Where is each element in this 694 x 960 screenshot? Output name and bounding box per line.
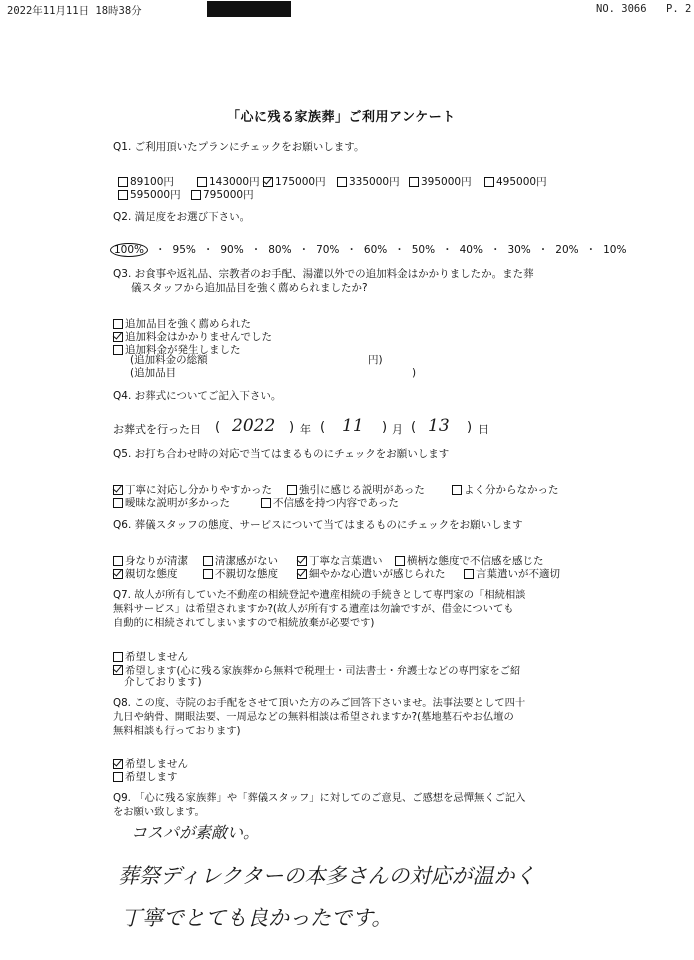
q3-option-3[interactable]: 追加料金が発生しました (113, 342, 241, 357)
redaction-block (207, 1, 291, 17)
q6-option-3[interactable]: 丁寧な言葉遣い (297, 553, 383, 568)
q9-answer-line3[interactable]: 丁寧でとても良かったです。 (121, 906, 393, 930)
q6-option-8[interactable]: 言葉遣いが不適切 (464, 566, 560, 581)
checkbox[interactable] (113, 498, 123, 508)
q5-option-5[interactable]: 不信感を持つ内容であった (261, 495, 399, 510)
q4-month-close: ) (382, 420, 388, 435)
q2-scale: 100% ・ 95% ・ 90% ・ 80% ・ 70% ・ 60% ・ 50% ・ 40% ・ 30% ・ 20% ・ 10% (110, 242, 626, 257)
q4-month-unit: 月 (392, 423, 403, 436)
q3-option-1[interactable]: 追加品目を強く薦められた (113, 316, 251, 331)
q5-option-3[interactable]: よく分からなかった (452, 482, 559, 497)
q1-option-5[interactable]: 395000円 (409, 174, 472, 189)
checkbox[interactable] (395, 556, 405, 566)
q7-question-line2: 無料サービス」は希望されますか?(故人が所有する遺産は勿論ですが、借金についても (113, 603, 514, 615)
q6-option-7[interactable]: 細やかな心遣いが感じられた (297, 566, 446, 581)
q4-question: Q4. お葬式についてご記入下さい。 (113, 390, 282, 402)
checkbox-checked[interactable] (263, 177, 273, 187)
q4-day-open: ( (411, 420, 417, 435)
q5-option-4[interactable]: 曖昧な説明が多かった (113, 495, 230, 510)
q4-month-handwritten[interactable]: 11 (342, 416, 364, 436)
q2-question: Q2. 満足度をお選び下さい。 (113, 211, 251, 223)
q6-option-1[interactable]: 身なりが清潔 (113, 553, 188, 568)
q7-question-line1: Q7. 故人が所有していた不動産の相続登記や遺産相続の手続きとして専門家の「相続相談 (113, 589, 526, 601)
q9-question-line1: Q9. 「心に残る家族葬」や「葬儀スタッフ」に対してのご意見、ご感想を忌憚無くご記入 (113, 792, 526, 804)
checkbox[interactable] (484, 177, 494, 187)
q8-question-line2: 九日や納骨、開眼法要、一周忌などの無料相談は希望されますか?(墓地墓石やお仏壇の (113, 711, 514, 723)
checkbox[interactable] (337, 177, 347, 187)
q3-total-unit: 円) (368, 354, 383, 366)
q1-option-8[interactable]: 795000円 (191, 187, 254, 202)
q1-option-7[interactable]: 595000円 (118, 187, 181, 202)
q1-option-2[interactable]: 143000円 (197, 174, 260, 189)
q4-day-close: ) (467, 420, 473, 435)
satisfaction-50[interactable]: 50% (411, 243, 436, 256)
q3-items-label: (追加品目 (130, 367, 177, 379)
checkbox[interactable] (409, 177, 419, 187)
q7-option-2-cont: 介しております) (124, 676, 202, 688)
q1-option-4[interactable]: 335000円 (337, 174, 400, 189)
survey-title: 「心に残る家族葬」ご利用アンケート (227, 110, 456, 125)
satisfaction-100-selected[interactable]: 100% (110, 243, 148, 257)
doc-number: NO. 3066 (596, 3, 647, 15)
q9-question-line2: をお願い致します。 (113, 806, 205, 818)
q8-option-1[interactable]: 希望しません (113, 756, 188, 771)
checkbox-checked[interactable] (297, 569, 307, 579)
q3-total-label: (追加料金の総額 (130, 354, 208, 366)
q7-option-1[interactable]: 希望しません (113, 649, 188, 664)
checkbox[interactable] (118, 190, 128, 200)
satisfaction-90[interactable]: 90% (220, 243, 244, 256)
satisfaction-40[interactable]: 40% (459, 243, 483, 256)
q4-day-unit: 日 (478, 423, 489, 436)
q1-option-3[interactable]: 175000円 (263, 174, 326, 189)
q4-year-unit: 年 (300, 423, 311, 436)
checkbox[interactable] (203, 569, 213, 579)
checkbox-checked[interactable] (113, 569, 123, 579)
checkbox[interactable] (197, 177, 207, 187)
q7-option-2[interactable]: 希望します(心に残る家族葬から無料で税理士・司法書士・弁護士などの専門家をご紹 (113, 662, 520, 677)
checkbox-checked[interactable] (113, 332, 123, 342)
checkbox[interactable] (118, 177, 128, 187)
q9-answer-line1[interactable]: コスパが素敵い。 (131, 823, 260, 842)
checkbox[interactable] (203, 556, 213, 566)
q3-items-close: ) (412, 367, 417, 379)
checkbox[interactable] (113, 772, 123, 782)
q5-option-2[interactable]: 強引に感じる説明があった (287, 482, 425, 497)
q5-question: Q5. お打ち合わせ時の対応で当てはまるものにチェックをお願いします (113, 448, 450, 460)
q3-question-line1: Q3. お食事や返礼品、宗教者のお手配、湯灌以外での追加料金はかかりましたか。また葬 (113, 268, 534, 280)
checkbox-checked[interactable] (113, 665, 123, 675)
checkbox-checked[interactable] (297, 556, 307, 566)
satisfaction-60[interactable]: 60% (363, 243, 388, 256)
q6-option-4[interactable]: 横柄な態度で不信感を感じた (395, 553, 544, 568)
satisfaction-10[interactable]: 10% (603, 243, 627, 256)
q6-option-6[interactable]: 不親切な態度 (203, 566, 278, 581)
checkbox[interactable] (113, 556, 123, 566)
fax-datetime: 2022年11月11日 18時38分 (7, 5, 142, 17)
q1-question: Q1. ご利用頂いたプランにチェックをお願いします。 (113, 141, 365, 153)
q4-month-open: ( (320, 420, 326, 435)
q8-option-2[interactable]: 希望します (113, 769, 178, 784)
q4-year-handwritten[interactable]: 2022 (232, 416, 276, 436)
q5-option-1[interactable]: 丁寧に対応し分かりやすかった (113, 482, 272, 497)
q8-question-line3: 無料相談も行っております) (113, 725, 241, 737)
q6-option-2[interactable]: 清潔感がない (203, 553, 278, 568)
checkbox[interactable] (287, 485, 297, 495)
q4-year-open: ( (215, 420, 221, 435)
checkbox[interactable] (191, 190, 201, 200)
q4-date-label: お葬式を行った日 (113, 423, 201, 436)
q7-question-line3: 自動的に相続されてしまいますので相続放棄が必要です) (113, 617, 375, 629)
checkbox[interactable] (113, 345, 123, 355)
checkbox[interactable] (113, 652, 123, 662)
q4-day-handwritten[interactable]: 13 (428, 416, 450, 436)
satisfaction-80[interactable]: 80% (268, 243, 292, 256)
checkbox[interactable] (261, 498, 271, 508)
satisfaction-70[interactable]: 70% (316, 243, 340, 256)
q1-option-1[interactable]: 89100円 (118, 174, 174, 189)
page-number: P. 2 (666, 3, 692, 15)
q1-option-6[interactable]: 495000円 (484, 174, 547, 189)
satisfaction-95[interactable]: 95% (172, 243, 196, 256)
satisfaction-30[interactable]: 30% (507, 243, 531, 256)
q9-answer-line2[interactable]: 葬祭ディレクターの本多さんの対応が温かく (118, 864, 536, 888)
checkbox-checked[interactable] (113, 759, 123, 769)
checkbox[interactable] (113, 319, 123, 329)
q8-question-line1: Q8. この度、寺院のお手配をさせて頂いた方のみご回答下さいませ。法事法要として四十 (113, 697, 526, 709)
checkbox-checked[interactable] (113, 485, 123, 495)
q4-year-close: ) (289, 420, 295, 435)
checkbox[interactable] (452, 485, 462, 495)
checkbox[interactable] (464, 569, 474, 579)
q6-question: Q6. 葬儀スタッフの態度、サービスについて当てはまるものにチェックをお願いします (113, 519, 523, 531)
q3-question-line2: 儀スタッフから追加品目を強く薦められましたか? (131, 282, 368, 294)
q3-option-2[interactable]: 追加料金はかかりませんでした (113, 329, 272, 344)
q6-option-5[interactable]: 親切な態度 (113, 566, 178, 581)
satisfaction-20[interactable]: 20% (555, 243, 579, 256)
